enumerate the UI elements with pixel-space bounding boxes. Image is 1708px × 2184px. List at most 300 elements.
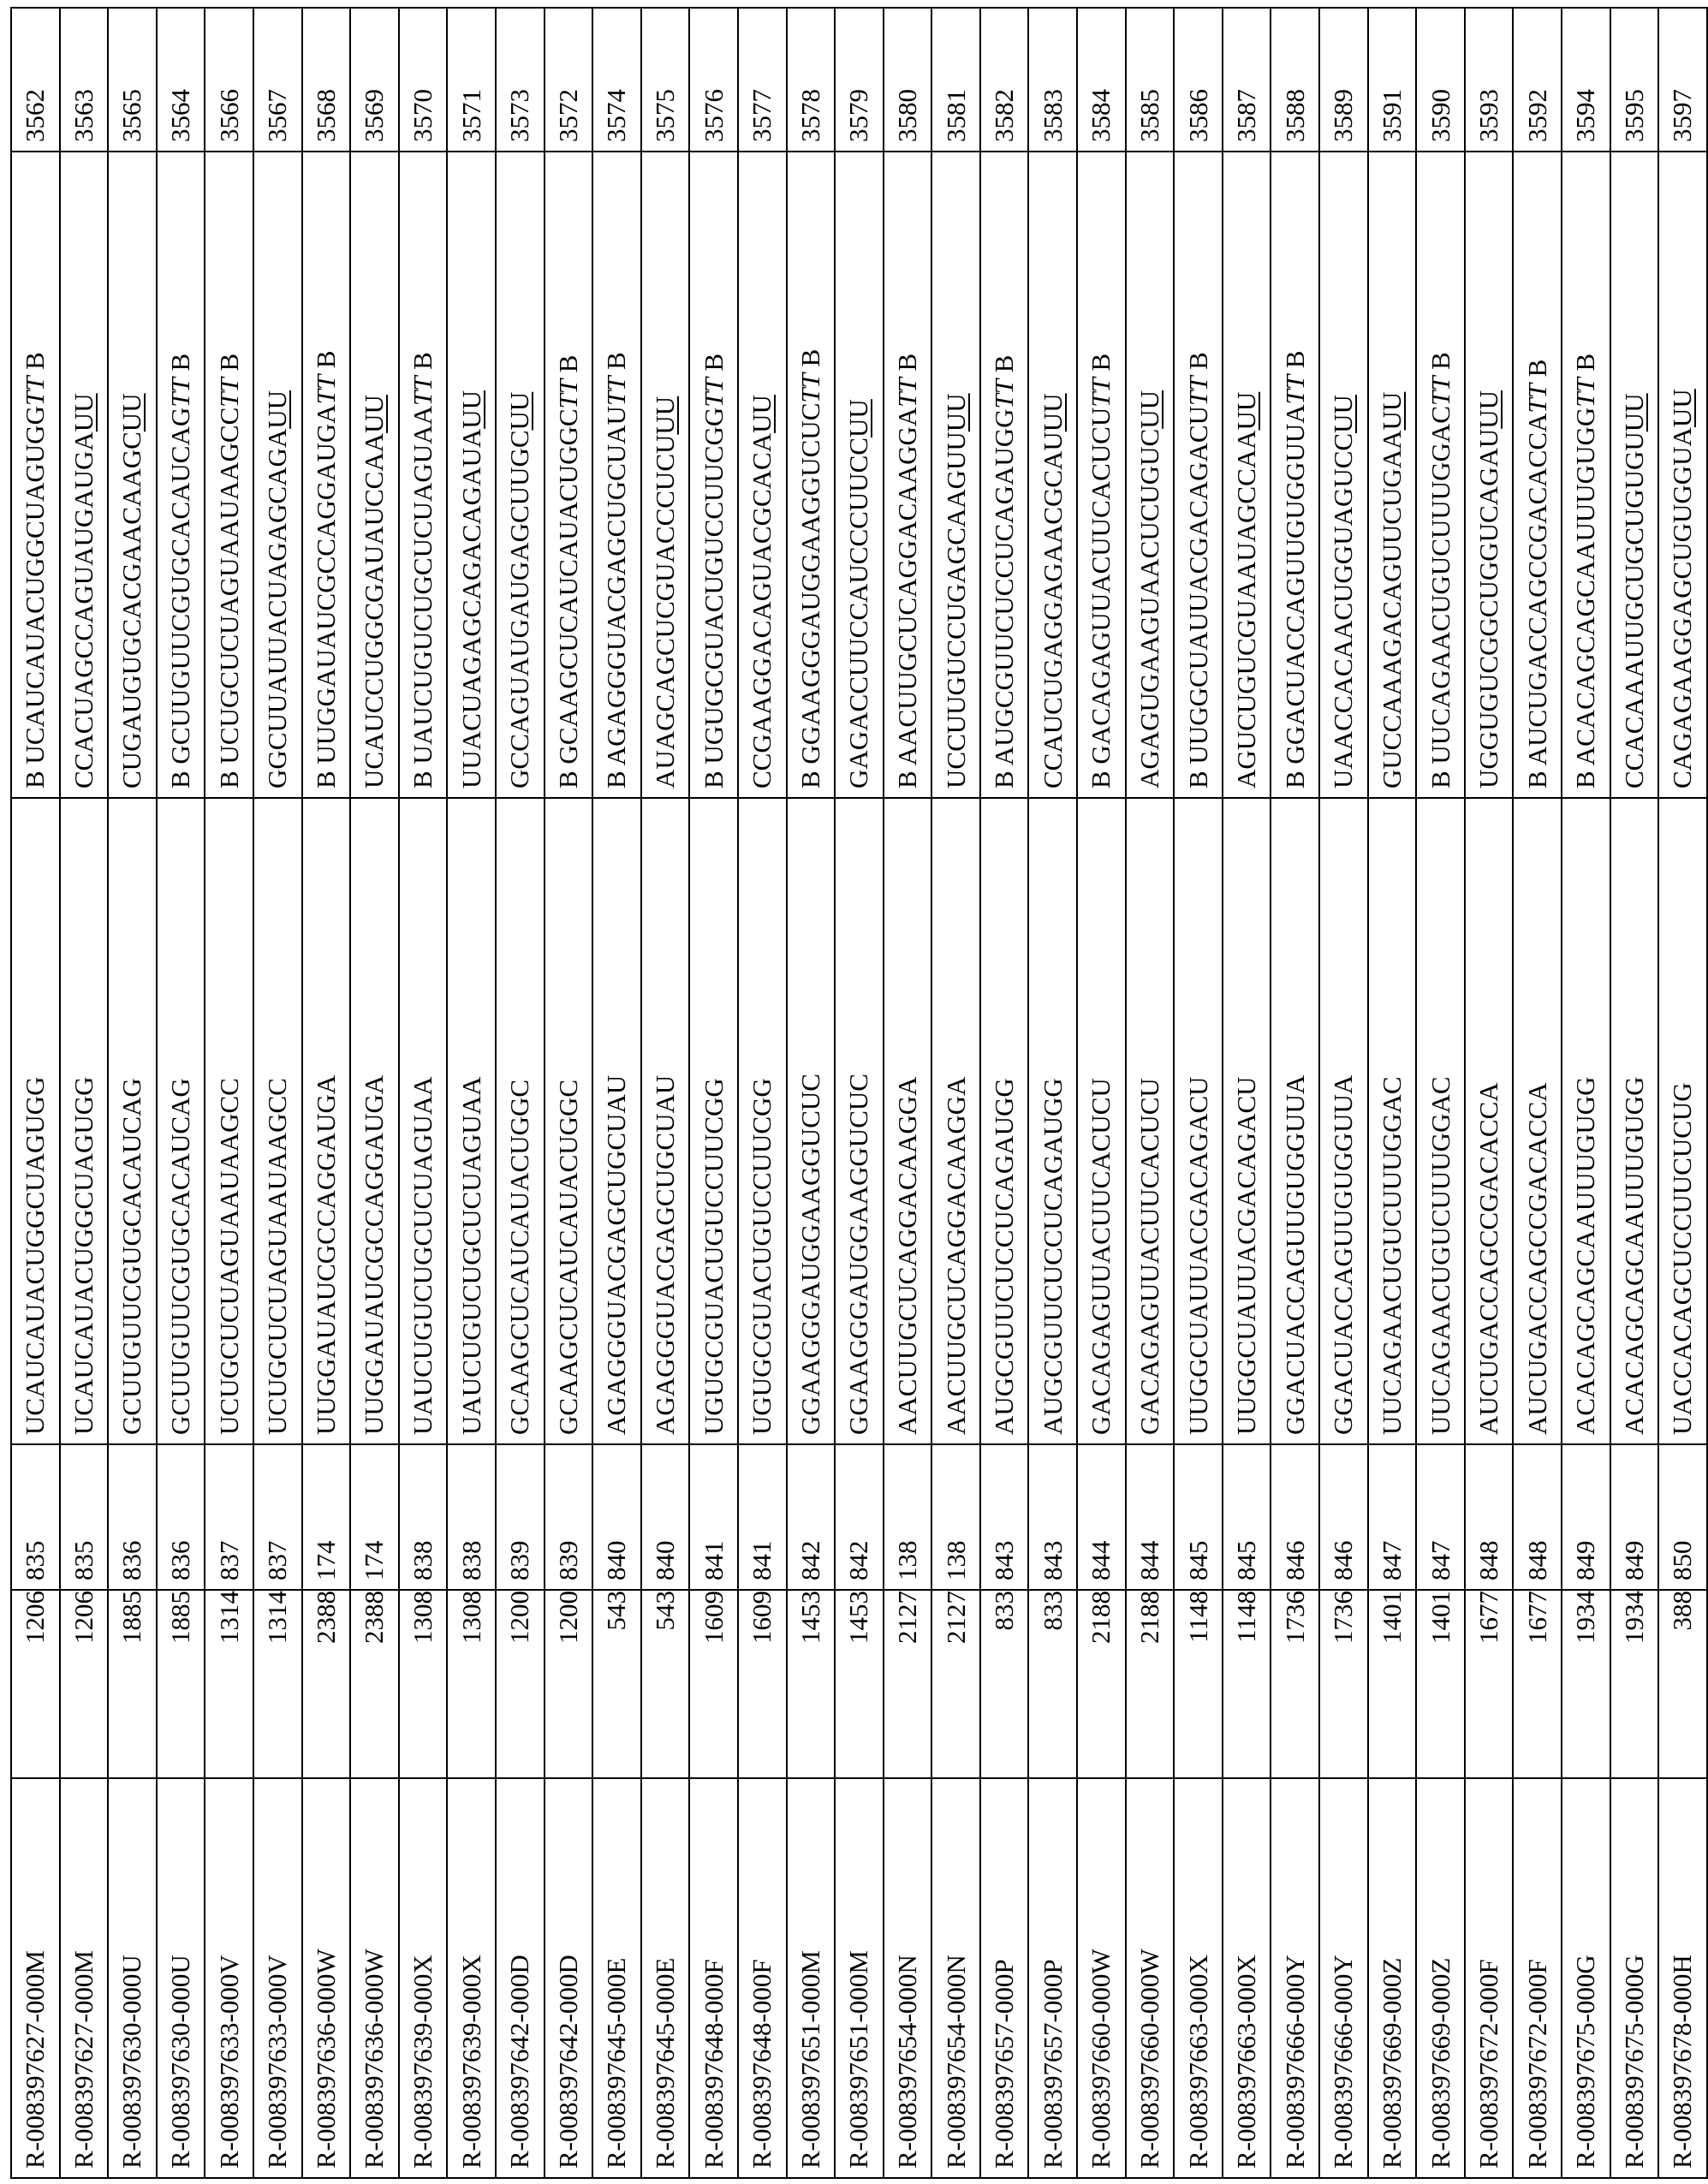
modified-sequence-cell <box>738 152 787 798</box>
position-cell: 1200 <box>545 1590 593 1778</box>
mod-tail: TT <box>1425 376 1455 407</box>
reference-cell: 843 <box>980 1444 1029 1590</box>
modified-sequence-cell <box>1465 152 1514 798</box>
mod-tail: UU <box>1376 391 1407 431</box>
mod-prefix: B <box>1570 765 1601 789</box>
seq-id-number-cell: 3567 <box>253 8 302 152</box>
reference-cell: 840 <box>592 1444 641 1590</box>
mod-tail: UU <box>1037 393 1068 432</box>
position-cell: 1401 <box>1368 1590 1417 1778</box>
duplex-id-cell: R-008397672-000F <box>1513 1778 1562 2178</box>
position-cell: 2127 <box>931 1590 980 1778</box>
mod-prefix: B <box>1086 764 1116 789</box>
mod-tail: TT <box>1182 376 1213 407</box>
position-cell: 1453 <box>835 1590 884 1778</box>
mod-tail: TT <box>989 378 1020 409</box>
reference-cell: 839 <box>496 1444 545 1590</box>
mod-suffix: B <box>1182 352 1213 377</box>
modified-sequence-cell <box>884 152 932 798</box>
table-row <box>1028 8 1077 2178</box>
table-row <box>205 8 253 2178</box>
modified-sequence-cell <box>1416 152 1465 798</box>
mod-body: CCAUCUGAGGAGAACGCAU <box>1037 431 1068 789</box>
mod-tail: TT <box>891 378 922 408</box>
mod-body: CCACUAGCCAGUAUGAUGA <box>68 431 98 789</box>
mod-suffix: B <box>310 350 341 375</box>
mod-tail: UU <box>359 395 390 433</box>
reference-cell: 174 <box>302 1444 351 1590</box>
reference-cell: 838 <box>447 1444 496 1590</box>
position-cell: 1934 <box>1562 1590 1610 1778</box>
mod-body: UAACCACAACUGGUAGUCC <box>1328 432 1359 789</box>
reference-cell: 846 <box>1271 1444 1319 1590</box>
duplex-id-cell: R-008397642-000D <box>496 1778 545 2178</box>
position-cell: 1736 <box>1319 1590 1368 1778</box>
mod-tail: TT <box>20 376 51 407</box>
seq-id-number-cell: 3577 <box>738 8 787 152</box>
mod-tail: TT <box>601 376 632 407</box>
position-cell: 1314 <box>205 1590 253 1778</box>
mod-body: GGACUACCAGUUGUGGUUA <box>1279 404 1310 765</box>
table-row <box>253 8 302 2178</box>
target-sequence-cell: ACACAGCAGCAAUUUGUGG <box>1610 798 1659 1444</box>
seq-id-number-cell: 3574 <box>592 8 641 152</box>
seq-id-number-cell: 3589 <box>1319 8 1368 152</box>
seq-id-number-cell: 3590 <box>1416 8 1465 152</box>
reference-cell: 838 <box>399 1444 448 1590</box>
reference-cell: 848 <box>1513 1444 1562 1590</box>
position-cell: 543 <box>641 1590 690 1778</box>
mod-tail: UU <box>650 396 681 435</box>
reference-cell: 847 <box>1368 1444 1417 1590</box>
reference-cell: 840 <box>641 1444 690 1590</box>
mod-body: UUACUAGAGCAGACAGAUA <box>455 428 486 789</box>
mod-body: ACACAGCAGCAAUUUGUGG <box>1570 407 1601 766</box>
mod-suffix: B <box>1521 359 1552 384</box>
mod-suffix: B <box>20 352 51 377</box>
mod-tail: UU <box>504 391 535 431</box>
modified-sequence-cell <box>592 152 641 798</box>
table-row <box>592 8 641 2178</box>
position-cell: 1677 <box>1465 1590 1514 1778</box>
mod-prefix: B <box>1425 764 1455 789</box>
mod-prefix: B <box>891 765 922 789</box>
mod-suffix: B <box>794 348 825 374</box>
mod-suffix: B <box>989 354 1020 379</box>
modified-sequence-cell <box>496 152 545 798</box>
modified-sequence-cell <box>205 152 253 798</box>
mod-body: UCAUCAUACUGGCUAGUGG <box>20 406 51 765</box>
mod-tail: UU <box>455 390 486 429</box>
mod-body: AUAGCAGCUCGUACCCUCU <box>650 434 681 789</box>
duplex-id-cell: R-008397669-000Z <box>1368 1778 1417 2178</box>
seq-id-number-cell: 3579 <box>835 8 884 152</box>
mod-tail: UU <box>1667 389 1698 428</box>
table-row <box>399 8 448 2178</box>
mod-suffix: B <box>1279 350 1310 375</box>
reference-cell: 845 <box>1223 1444 1271 1590</box>
target-sequence-cell: AUGCGUUCUCCUCAGAUGG <box>1028 798 1077 1444</box>
table-row <box>689 8 738 2178</box>
table-row <box>1513 8 1562 2178</box>
reference-cell: 841 <box>689 1444 738 1590</box>
reference-cell: 845 <box>1174 1444 1223 1590</box>
duplex-id-cell: R-008397633-000V <box>205 1778 253 2178</box>
mod-body: UCCUUGUCCUGAGCAAGUU <box>940 431 971 789</box>
modified-sequence-cell <box>545 152 593 798</box>
duplex-id-cell: R-008397645-000E <box>641 1778 690 2178</box>
position-cell: 833 <box>980 1590 1029 1778</box>
mod-tail: UU <box>262 390 293 429</box>
target-sequence-cell: GGAAGGGAUGGAAGGUCUC <box>787 798 836 1444</box>
position-cell: 2127 <box>884 1590 932 1778</box>
table-row <box>1562 8 1610 2178</box>
mod-prefix: B <box>698 764 729 789</box>
seq-id-number-cell: 3576 <box>689 8 738 152</box>
seq-id-number-cell: 3586 <box>1174 8 1223 152</box>
duplex-id-cell: R-008397648-000F <box>738 1778 787 2178</box>
mod-tail: UU <box>68 393 98 432</box>
duplex-id-cell: R-008397636-000W <box>302 1778 351 2178</box>
reference-cell: 835 <box>11 1444 60 1590</box>
seq-id-number-cell: 3570 <box>399 8 448 152</box>
duplex-id-cell: R-008397627-000M <box>60 1778 109 2178</box>
mod-body: GGAAGGGAUGGAAGGUCUC <box>794 402 825 765</box>
mod-prefix: B <box>1521 765 1552 789</box>
duplex-id-cell: R-008397660-000W <box>1077 1778 1126 2178</box>
seq-id-number-cell: 3578 <box>787 8 836 152</box>
table-row <box>884 8 932 2178</box>
modified-sequence-cell <box>1028 152 1077 798</box>
seq-id-number-cell: 3585 <box>1126 8 1175 152</box>
table-row <box>931 8 980 2178</box>
mod-prefix: B <box>1182 764 1213 789</box>
seq-id-number-cell: 3592 <box>1513 8 1562 152</box>
reference-cell: 837 <box>253 1444 302 1590</box>
duplex-id-cell: R-008397666-000Y <box>1319 1778 1368 2178</box>
target-sequence-cell: AUGCGUUCUCCUCAGAUGG <box>980 798 1029 1444</box>
modified-sequence-cell <box>1319 152 1368 798</box>
modified-sequence-cell <box>835 152 884 798</box>
seq-id-number-cell: 3565 <box>108 8 157 152</box>
mod-body: GUCCAAAGACAGUUCUGAA <box>1376 430 1407 789</box>
table-row <box>108 8 157 2178</box>
target-sequence-cell: GGACUACCAGUUGUGGUUA <box>1271 798 1319 1444</box>
target-sequence-cell: GCAAGCUCAUCAUACUGGC <box>496 798 545 1444</box>
mod-suffix: B <box>601 352 632 377</box>
position-cell: 1308 <box>447 1590 496 1778</box>
target-sequence-cell: UUGGCUAUUACGACAGACU <box>1174 798 1223 1444</box>
table-row <box>350 8 399 2178</box>
duplex-id-cell: R-008397648-000F <box>689 1778 738 2178</box>
reference-cell: 843 <box>1028 1444 1077 1590</box>
target-sequence-cell: GCAAGCUCAUCAUACUGGC <box>545 798 593 1444</box>
position-cell: 1736 <box>1271 1590 1319 1778</box>
target-sequence-cell: UCAUCAUACUGGCUAGUGG <box>11 798 60 1444</box>
mod-body: AACUUGCUCAGGACAAGGA <box>891 407 922 766</box>
position-cell: 1314 <box>253 1590 302 1778</box>
rotated-table-container <box>10 9 1698 2179</box>
mod-tail: TT <box>698 378 729 408</box>
seq-id-number-cell: 3582 <box>980 8 1029 152</box>
position-cell: 1453 <box>787 1590 836 1778</box>
mod-tail: UU <box>116 393 147 432</box>
table-row <box>1223 8 1271 2178</box>
target-sequence-cell: UGUGCGUACUGUCCUUCGG <box>738 798 787 1444</box>
seq-id-number-cell: 3584 <box>1077 8 1126 152</box>
target-sequence-cell: UCUGCUCUAGUAAUAAGCC <box>253 798 302 1444</box>
modified-sequence-cell <box>1368 152 1417 798</box>
mod-suffix: B <box>698 353 729 378</box>
table-row <box>835 8 884 2178</box>
reference-cell: 839 <box>545 1444 593 1590</box>
target-sequence-cell: AGAGGGUACGAGCUGCUAU <box>641 798 690 1444</box>
seq-id-number-cell: 3588 <box>1271 8 1319 152</box>
table-row <box>980 8 1029 2178</box>
target-sequence-cell: GGACUACCAGUUGUGGUUA <box>1319 798 1368 1444</box>
position-cell: 2388 <box>302 1590 351 1778</box>
mod-prefix: B <box>165 764 196 789</box>
seq-id-number-cell: 3568 <box>302 8 351 152</box>
mod-body: AGAGUGAAGUAACUCUGUC <box>1134 428 1164 789</box>
reference-cell: 844 <box>1126 1444 1175 1590</box>
target-sequence-cell: UGUGCGUACUGUCCUUCGG <box>689 798 738 1444</box>
mod-body: GCUUGUUCGUGCACAUCAG <box>165 407 196 765</box>
modified-sequence-cell <box>689 152 738 798</box>
mod-body: GGCUUAUUACUAGAGCAGA <box>262 428 293 789</box>
mod-body: UAUCUGUCUGCUCUAGUAA <box>408 406 438 765</box>
table-row <box>738 8 787 2178</box>
target-sequence-cell: GCUUGUUCGUGCACAUCAG <box>108 798 157 1444</box>
position-cell: 388 <box>1658 1590 1707 1778</box>
seq-id-number-cell: 3572 <box>545 8 593 152</box>
modified-sequence-cell <box>1562 152 1610 798</box>
seq-id-number-cell: 3564 <box>157 8 205 152</box>
modified-sequence-cell <box>11 152 60 798</box>
table-row <box>1271 8 1319 2178</box>
position-cell: 1206 <box>11 1590 60 1778</box>
target-sequence-cell: AACUUGCUCAGGACAAGGA <box>931 798 980 1444</box>
mod-body: GAGACCUUCCAUCCCUUCC <box>843 437 874 789</box>
reference-cell: 835 <box>60 1444 109 1590</box>
position-cell: 1200 <box>496 1590 545 1778</box>
mod-body: AUGCGUUCUCCUCAGAUGG <box>989 408 1020 766</box>
target-sequence-cell: UUGGAUAUCGCCAGGAUGA <box>302 798 351 1444</box>
table-row <box>1319 8 1368 2178</box>
mod-prefix: B <box>794 764 825 789</box>
duplex-id-cell: R-008397636-000W <box>350 1778 399 2178</box>
mod-tail: UU <box>1328 395 1359 433</box>
target-sequence-cell: UCUGCUCUAGUAAUAAGCC <box>205 798 253 1444</box>
modified-sequence-cell <box>980 152 1029 798</box>
mod-tail: UU <box>1231 391 1262 431</box>
mod-tail: UU <box>747 395 777 433</box>
target-sequence-cell: GGAAGGGAUGGAAGGUCUC <box>835 798 884 1444</box>
position-cell: 1206 <box>60 1590 109 1778</box>
table-row <box>1658 8 1707 2178</box>
target-sequence-cell: GCUUGUUCGUGCACAUCAG <box>157 798 205 1444</box>
seq-id-number-cell: 3597 <box>1658 8 1707 152</box>
modified-sequence-cell <box>253 152 302 798</box>
modified-sequence-cell <box>931 152 980 798</box>
seq-id-number-cell: 3595 <box>1610 8 1659 152</box>
mod-prefix: B <box>408 764 438 789</box>
target-sequence-cell: UUCAGAACUGUCUUUGGAC <box>1416 798 1465 1444</box>
position-cell: 1609 <box>738 1590 787 1778</box>
duplex-id-cell: R-008397630-000U <box>108 1778 157 2178</box>
target-sequence-cell: UAUCUGUCUGCUCUAGUAA <box>447 798 496 1444</box>
seq-id-number-cell: 3583 <box>1028 8 1077 152</box>
mod-tail: UU <box>940 393 971 432</box>
mod-body: CCGAAGGACAGUACGCACA <box>747 432 777 789</box>
mod-tail: TT <box>408 376 438 407</box>
mod-suffix: B <box>213 353 244 378</box>
mod-prefix: B <box>213 764 244 789</box>
mod-body: AGUCUGUCGUAAUAGCCAA <box>1231 430 1262 789</box>
modified-sequence-cell <box>1658 152 1707 798</box>
duplex-id-cell: R-008397672-000F <box>1465 1778 1514 2178</box>
duplex-id-cell: R-008397660-000W <box>1126 1778 1175 2178</box>
duplex-id-cell: R-008397669-000Z <box>1416 1778 1465 2178</box>
mod-suffix: B <box>165 353 196 378</box>
reference-cell: 850 <box>1658 1444 1707 1590</box>
duplex-id-cell: R-008397675-000G <box>1610 1778 1659 2178</box>
mod-tail: TT <box>1521 384 1552 414</box>
seq-id-number-cell: 3591 <box>1368 8 1417 152</box>
mod-prefix: B <box>989 765 1020 789</box>
position-cell: 1677 <box>1513 1590 1562 1778</box>
duplex-id-cell: R-008397651-000M <box>787 1778 836 2178</box>
seq-id-number-cell: 3563 <box>60 8 109 152</box>
target-sequence-cell: AACUUGCUCAGGACAAGGA <box>884 798 932 1444</box>
modified-sequence-cell <box>447 152 496 798</box>
mod-body: UCUGCUCUAGUAAUAAGCC <box>213 407 244 765</box>
position-cell: 833 <box>1028 1590 1077 1778</box>
duplex-id-cell: R-008397639-000X <box>399 1778 448 2178</box>
table-row <box>302 8 351 2178</box>
table-row <box>60 8 109 2178</box>
table-body <box>11 8 1707 2178</box>
mod-prefix: B <box>20 764 51 789</box>
duplex-id-cell: R-008397639-000X <box>447 1778 496 2178</box>
reference-cell: 174 <box>350 1444 399 1590</box>
duplex-id-cell: R-008397663-000X <box>1223 1778 1271 2178</box>
seq-id-number-cell: 3581 <box>931 8 980 152</box>
mod-tail: TT <box>1570 378 1601 408</box>
reference-cell: 848 <box>1465 1444 1514 1590</box>
target-sequence-cell: UUCAGAACUGUCUUUGGAC <box>1368 798 1417 1444</box>
table-row <box>157 8 205 2178</box>
duplex-id-cell: R-008397633-000V <box>253 1778 302 2178</box>
position-cell: 1885 <box>157 1590 205 1778</box>
mod-prefix: B <box>1279 764 1310 789</box>
mod-body: UUCAGAACUGUCUUUGGAC <box>1425 406 1455 765</box>
seq-id-number-cell: 3575 <box>641 8 690 152</box>
modified-sequence-cell <box>787 152 836 798</box>
mod-body: UGUGCGUACUGUCCUUCGG <box>698 407 729 765</box>
table-row <box>1077 8 1126 2178</box>
target-sequence-cell: UACCACAGCUCCUUCUCUG <box>1658 798 1707 1444</box>
mod-suffix: B <box>1570 353 1601 378</box>
mod-body: UGGUGUCGGCUGGUCAGAU <box>1473 428 1504 789</box>
mod-tail: UU <box>1618 393 1649 432</box>
table-row <box>1174 8 1223 2178</box>
modified-sequence-cell <box>641 152 690 798</box>
modified-sequence-cell <box>1126 152 1175 798</box>
seq-id-number-cell: 3594 <box>1562 8 1610 152</box>
mod-tail: TT <box>310 374 341 405</box>
position-cell: 2188 <box>1126 1590 1175 1778</box>
duplex-id-cell: R-008397675-000G <box>1562 1778 1610 2178</box>
position-cell: 2388 <box>350 1590 399 1778</box>
position-cell: 2188 <box>1077 1590 1126 1778</box>
mod-suffix: B <box>891 353 922 378</box>
position-cell: 1401 <box>1416 1590 1465 1778</box>
mod-tail: UU <box>843 399 874 438</box>
reference-cell: 841 <box>738 1444 787 1590</box>
modified-sequence-cell <box>1610 152 1659 798</box>
mod-suffix: B <box>552 354 583 379</box>
table-row <box>1610 8 1659 2178</box>
seq-id-number-cell: 3593 <box>1465 8 1514 152</box>
reference-cell: 837 <box>205 1444 253 1590</box>
position-cell: 543 <box>592 1590 641 1778</box>
target-sequence-cell: UAUCUGUCUGCUCUAGUAA <box>399 798 448 1444</box>
mod-body: CAGAGAAGGAGCUGUGGUA <box>1667 427 1698 789</box>
reference-cell: 844 <box>1077 1444 1126 1590</box>
mod-prefix: B <box>552 764 583 789</box>
duplex-id-cell: R-008397627-000M <box>11 1778 60 2178</box>
table-row <box>1368 8 1417 2178</box>
mod-body: AUCUGACCAGCCGACACCA <box>1521 413 1552 766</box>
reference-cell: 842 <box>835 1444 884 1590</box>
modified-sequence-cell <box>399 152 448 798</box>
modified-sequence-cell <box>350 152 399 798</box>
seq-id-number-cell: 3562 <box>11 8 60 152</box>
duplex-id-cell: R-008397654-000N <box>884 1778 932 2178</box>
duplex-id-cell: R-008397645-000E <box>592 1778 641 2178</box>
duplex-id-cell: R-008397663-000X <box>1174 1778 1223 2178</box>
table-row <box>1465 8 1514 2178</box>
target-sequence-cell: AUCUGACCAGCCGACACCA <box>1465 798 1514 1444</box>
table-row <box>787 8 836 2178</box>
duplex-id-cell: R-008397630-000U <box>157 1778 205 2178</box>
mod-body: AGAGGGUACGAGCUGCUAU <box>601 406 632 766</box>
target-sequence-cell: UUGGCUAUUACGACAGACU <box>1223 798 1271 1444</box>
position-cell: 1148 <box>1174 1590 1223 1778</box>
mod-suffix: B <box>1086 353 1116 378</box>
target-sequence-cell: GACAGAGUUACUUCACUCU <box>1126 798 1175 1444</box>
mod-prefix: B <box>310 764 341 789</box>
reference-cell: 138 <box>884 1444 932 1590</box>
mod-body: GACAGAGUUACUUCACUCU <box>1086 407 1116 765</box>
mod-suffix: B <box>1425 352 1455 377</box>
duplex-id-cell: R-008397657-000P <box>1028 1778 1077 2178</box>
modified-sequence-cell <box>157 152 205 798</box>
duplex-id-cell: R-008397678-000H <box>1658 1778 1707 2178</box>
reference-cell: 849 <box>1610 1444 1659 1590</box>
modified-sequence-cell <box>1223 152 1271 798</box>
seq-id-number-cell: 3566 <box>205 8 253 152</box>
target-sequence-cell: UUGGAUAUCGCCAGGAUGA <box>350 798 399 1444</box>
mod-tail: UU <box>1134 390 1164 429</box>
seq-id-number-cell: 3587 <box>1223 8 1271 152</box>
seq-id-number-cell: 3571 <box>447 8 496 152</box>
duplex-id-cell: R-008397657-000P <box>980 1778 1029 2178</box>
modified-sequence-cell <box>108 152 157 798</box>
duplex-id-cell: R-008397666-000Y <box>1271 1778 1319 2178</box>
reference-cell: 842 <box>787 1444 836 1590</box>
